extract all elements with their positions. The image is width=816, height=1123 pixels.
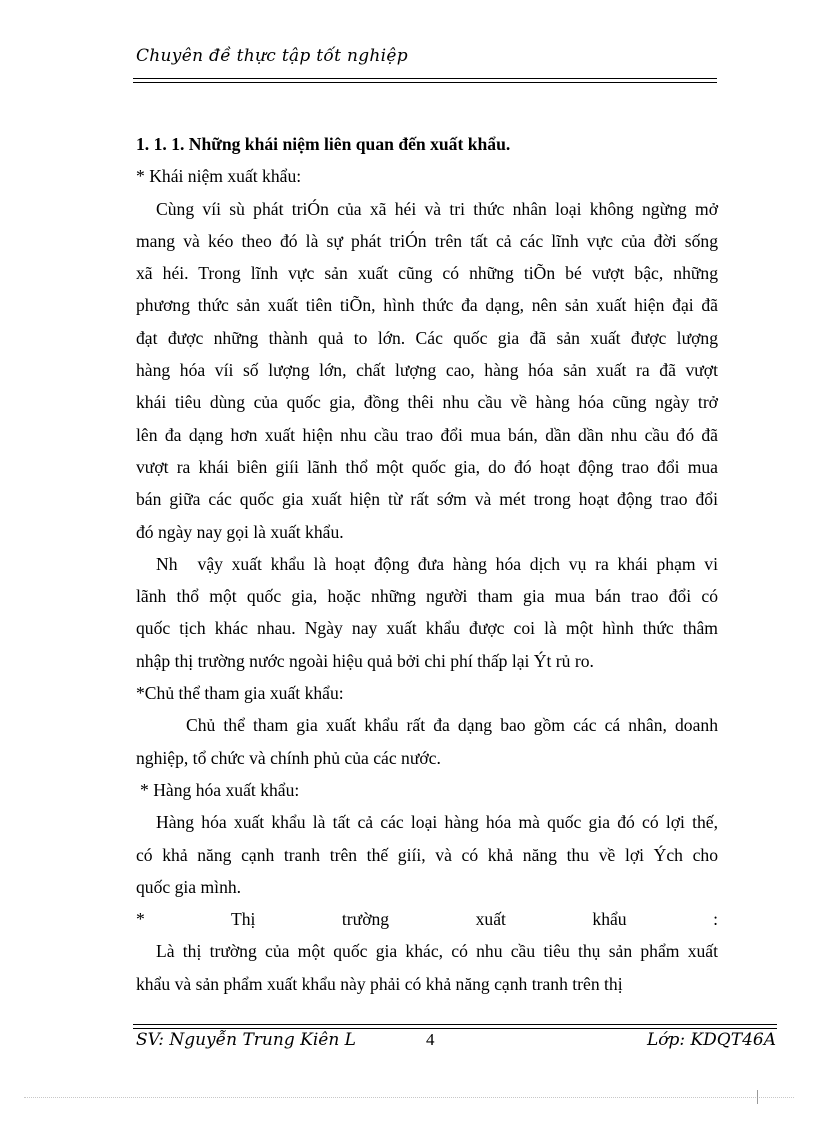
paragraph-line: nhập thị trường nước ngoài hiệu quả bởi chi phí thấp lại Ýt rủ ro. [136,650,594,671]
subheading-export-actors: *Chủ thể tham gia xuất khẩu: [136,683,344,704]
paragraph-line-text: vậy xuất khẩu là hoạt động đưa hàng hóa dịch vụ ra khái phạm vi [197,553,718,574]
paragraph-line: vượt ra khái biên giíi lãnh thổ một quốc gia, do đó hoạt động trao đổi mua [136,456,718,477]
paragraph-line: nghiệp, tổ chức và chính phủ của các nước. [136,747,441,768]
page-boundary-tick [757,1090,758,1104]
footer-rule-bottom [133,1028,777,1029]
paragraph-line: Hàng hóa xuất khẩu là tất cả các loại hàng hóa mà quốc gia đó có lợi thế, [156,812,718,833]
header-title: Chuyên đề thực tập tốt nghiệp [136,46,408,66]
paragraph-line: bán giữa các quốc gia xuất hiện từ rất sớm và mét trong hoạt động trao đổi [136,489,718,510]
paragraph-line: Là thị trường của một quốc gia khác, có nhu cầu tiêu thụ sản phẩm xuất [156,941,718,962]
paragraph-line: quốc tịch khác nhau. Ngày nay xuất khẩu được coi là một hình thức thâm [136,618,718,639]
paragraph-line [136,548,718,580]
paragraph-line: mang và kéo theo đó là sự phát triÓn trên tất cả các lĩnh vực của đời sống [136,230,718,251]
paragraph-line: có khả năng cạnh tranh trên thế giíi, và có khả năng thu về lợi Ých cho [136,844,718,865]
footer-student: SV: Nguyễn Trung Kiên L [136,1030,356,1050]
paragraph-line: hàng hóa víi số lượng lớn, chất lượng cao, hàng hóa sản xuất ra đã vượt [136,360,718,381]
paragraph-line: lên đa dạng hơn xuất hiện nhu cầu trao đổi mua bán, dần dần nhu cầu đó đã [136,424,718,445]
header-rule-top [133,78,717,79]
header-rule-bottom [133,82,717,83]
footer-class: Lớp: KDQT46A [646,1030,776,1050]
paragraph-line: quốc gia mình. [136,876,242,897]
paragraph-line: khái tiêu dùng của quốc gia, đồng thêi nhu cầu về hàng hóa cũng ngày trở [136,392,718,413]
paragraph-line: đó ngày nay gọi là xuất khẩu. [136,521,344,542]
subheading-export-goods: * Hàng hóa xuất khẩu: [140,779,300,800]
subheading-export-concept: * Khái niệm xuất khẩu: [136,166,302,187]
subheading-export-market: * Thị trường xuất khẩu : [136,909,718,930]
body-text [136,128,718,1000]
paragraph-line: Chủ thể tham gia xuất khẩu rất đa dạng bao gồm các cá nhân, doanh [186,715,718,736]
paragraph-line: Cùng víi sù phát triÓn của xã héi và tri thức nhân loại không ngừng mở [156,198,718,219]
page-number: 4 [426,1030,435,1049]
paragraph-line: đạt được những thành quả to lớn. Các quốc gia đã sản xuất được lượng [136,327,718,348]
paragraph-line: phương thức sản xuất tiên tiÕn, hình thức đa dạng, nên sản xuất hiện đại đã [136,295,718,316]
paragraph-line: lãnh thổ một quốc gia, hoặc những người tham gia mua bán trao đổi có [136,586,718,607]
paragraph-line: khẩu và sản phẩm xuất khẩu này phải có khả năng cạnh tranh trên thị [136,973,623,994]
paragraph-line: xã héi. Trong lĩnh vực sản xuất cũng có những tiÕn bé vượt bậc, những [136,263,718,284]
nh-prefix: Nh [156,553,178,574]
section-heading: 1. 1. 1. Những khái niệm liên quan đến xuất khẩu. [136,134,511,154]
page-boundary-line [24,1097,794,1098]
footer-rule-top [133,1024,777,1025]
